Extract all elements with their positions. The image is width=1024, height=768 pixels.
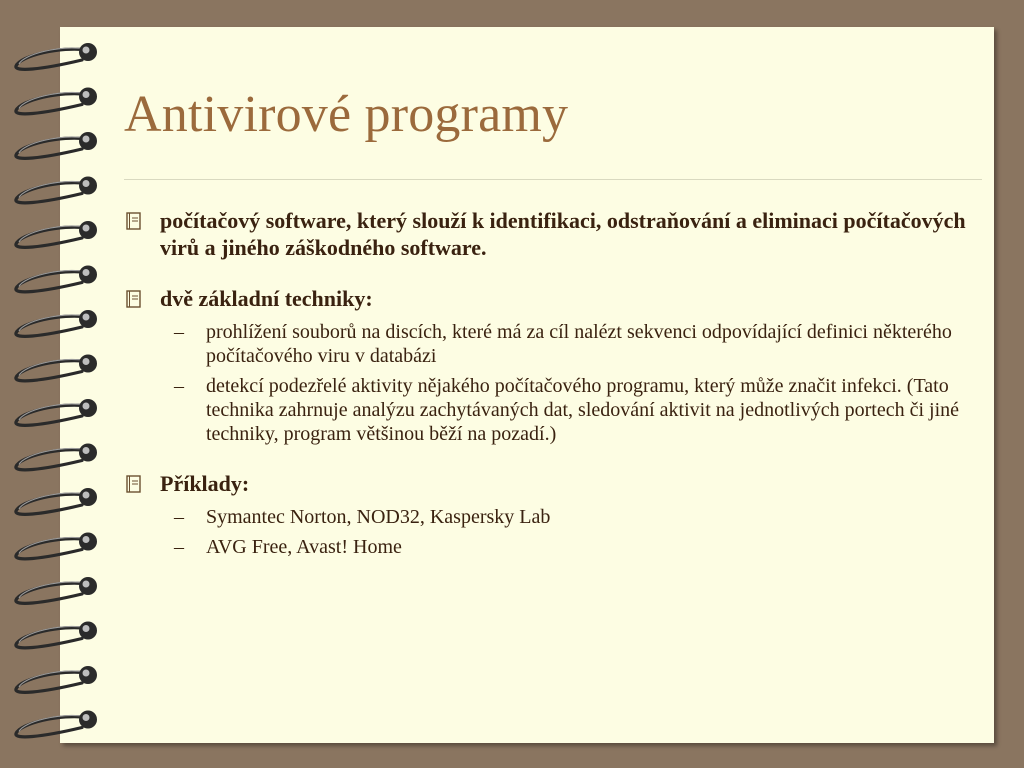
notebook-bullet-icon [124,474,144,494]
dash-marker: – [174,506,184,528]
spiral-ring-icon [16,577,97,603]
spiral-ring-icon [16,132,97,158]
slide-page [60,27,994,743]
dash-marker: – [174,321,184,343]
sub-item [160,505,976,529]
sub-list [160,505,976,559]
bullet-item-techniques [116,285,976,446]
spiral-ring-icon [16,444,97,470]
spiral-ring-icon [16,488,97,514]
bullet-text: počítačový software, který slouží k identifikaci, odstraňování a eliminaci počítačových virů a jiného záškodného software. [160,208,966,260]
spiral-binding [0,0,120,768]
dash-marker: – [174,536,184,558]
bullet-item-examples [116,470,976,559]
spiral-ring-icon [16,666,97,692]
sub-item [160,535,976,559]
spiral-ring-icon [16,177,97,203]
spiral-ring-icon [16,266,97,292]
bullet-item-definition [116,207,976,261]
sub-item-text: detekcí podezřelé aktivity nějakého počítačového programu, který může značit infekci. (Tato technika zahrnuje analýzu zachytávaných dat, sledování aktivit na jednotlivých portech či jiné techniky, program většinou běží na pozadí.) [206,375,960,445]
title-divider [124,179,982,180]
spiral-ring-icon [16,711,97,737]
sub-item-text: Symantec Norton, NOD32, Kaspersky Lab [206,506,551,528]
spiral-ring-icon [16,43,97,69]
spiral-ring-icon [16,88,97,114]
slide-title: Antivirové programy [124,86,569,143]
sub-item-text: AVG Free, Avast! Home [206,536,402,558]
sub-item [160,320,976,368]
bullet-text: dvě základní techniky: [160,286,373,311]
spiral-ring-icon [16,399,97,425]
bullet-text: Příklady: [160,471,250,496]
spiral-ring-icon [16,310,97,336]
spiral-ring-icon [16,221,97,247]
spiral-ring-icon [16,533,97,559]
spiral-ring-icon [16,355,97,381]
notebook-bullet-icon [124,289,144,309]
spiral-ring-icon [16,622,97,648]
notebook-bullet-icon [124,211,144,231]
sub-list [160,320,976,446]
dash-marker: – [174,375,184,397]
sub-item-text: prohlížení souborů na discích, které má za cíl nalézt sekvenci odpovídající definici některého počítačového viru v databázi [206,321,952,367]
bullet-list [116,207,976,583]
sub-item [160,374,976,446]
